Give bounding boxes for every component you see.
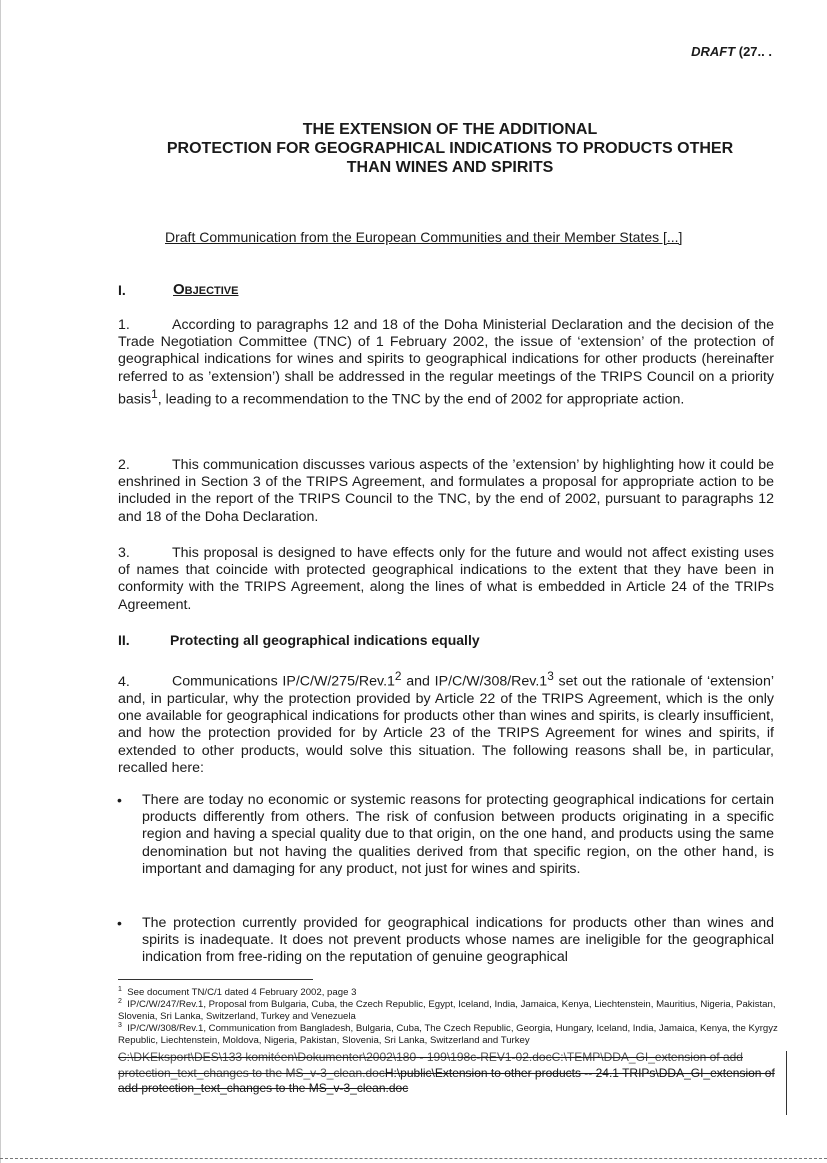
page-bottom-rule [0,1158,827,1159]
bullet-marker-1: • [117,792,122,808]
paragraph-1-text-b: , leading to a recommendation to the TNC by the end of 2002 for appropriate action. [157,391,685,408]
bullet-item-1: There are today no economic or systemic reasons for protecting geographical indications for certain products differently from others. The risk of confusion between products originating in a specific region and having a special quality due to that origin, on the one hand, and products using the same denomination but not having the qualities derived from that specific region, on the other hand, is important and damaging for any product, not just for wines and spirits. [142,792,774,877]
title-line-1: THE EXTENSION OF THE ADDITIONAL [302,121,598,138]
title-line-3: THAN WINES AND SPIRITS [346,159,554,176]
footnote-3 [118,1020,778,1046]
revision-bar [786,1051,787,1115]
paragraph-4 [118,668,774,777]
section-1-title: Objective [173,281,239,298]
draft-label: DRAFT [691,44,736,59]
paragraph-2-number: 2. [118,457,130,473]
document-title [100,120,800,177]
section-2-heading [118,632,480,650]
page-left-edge [0,0,1,1163]
bullet-marker-2: • [117,915,122,931]
footnote-2-number: 2 [118,998,122,1005]
bullet-item-2: The protection currently provided for geographical indications for products other than wines and spirits is inadequate. It does not prevent products whose names are ineligible for the geographical indication from free-riding on the reputation of genuine geographical [142,915,774,966]
paragraph-1-number: 1. [118,317,130,333]
paragraph-1 [118,317,774,409]
section-1-number: I. [118,282,126,298]
paragraph-1-text-a: According to paragraphs 12 and 18 of the Doha Ministerial Declaration and the decision of the Trade Negotiation Committee (TNC) of 1 February 2002, the issue of ‘extension’ of the protection of geographical indications for wines and spirits to geographical indications for other products (hereinafter referred to as ’extension’) shall be addressed in the regular meetings of the TRIPS Council on a priority basis [118,317,774,408]
paragraph-4-text-c: set out the rationale of ‘extension’ and, in particular, why the protection provided by Article 22 of the TRIPS Agreement, which is the only one available for geographical indications for products other than wines and spirits, is clearly insufficient, and how the protection provided for by Article 23 of the TRIPS Agreement for wines and spirits, if extended to other products, would solve this situation. The following reasons shall be, in particular, recalled here: [118,673,774,776]
footnote-3-number: 3 [118,1022,122,1029]
footnote-separator [118,979,313,980]
footnote-3-text: IP/C/W/308/Rev.1, Communication from Bangladesh, Bulgaria, Cuba, The Czech Republic, Georgia, Hungary, Iceland, India, Jamaica, Kenya, the Kyrgyz Republic, Liechtenstein, Moldova, Nigeria, Pakistan, Slovenia, Sri Lanka, Switzerland and Turkey [118,1023,778,1046]
footnote-2-text: IP/C/W/247/Rev.1, Proposal from Bulgaria, Cuba, the Czech Republic, Egypt, Iceland, India, Jamaica, Kenya, Liechtenstein, Mauritius, Nigeria, Pakistan, Slovenia, Sri Lanka, Switzerland, Turkey and Venezuela [118,999,776,1022]
paragraph-2 [118,457,774,526]
footnote-ref-3: 3 [547,669,554,683]
paragraph-4-number: 4. [118,673,130,690]
draft-header [691,44,772,59]
paragraph-3-number: 3. [118,545,130,561]
footnote-ref-1: 1 [151,386,158,401]
section-1-heading [118,281,239,300]
paragraph-4-text-a: Communications IP/C/W/275/Rev.1 [172,673,395,690]
file-path-footer [118,1050,786,1097]
section-2-title: Protecting all geographical indications equally [170,632,480,648]
document-subtitle: Draft Communication from the European Communities and their Member States [...] [165,229,683,245]
file-path-current: H:\public\Extension to other products -- 24.1 TRIPs\DDA_GI_extension of add protection_text_changes to the MS_v-3_clean.doc [118,1065,775,1095]
paragraph-3 [118,545,774,614]
file-path-old: C:\DKEksport\DES\133 komitéen\Dokumenter\2002\180 - 199\198c-REV1-02.docC:\TEMP\DDA_GI_extension of add protection_text_changes to the MS_v-3_clean.doc [118,1050,743,1080]
draft-date: (27.. . [738,44,772,59]
title-line-2: PROTECTION FOR GEOGRAPHICAL INDICATIONS TO PRODUCTS OTHER [166,140,734,157]
paragraph-2-text: This communication discusses various aspects of the ’extension’ by highlighting how it could be enshrined in Section 3 of the TRIPS Agreement, and formulates a proposal for appropriate action to be included in the report of the TRIPS Council to the TNC, by the end of 2002, pursuant to paragraphs 12 and 18 of the Doha Declaration. [118,457,774,525]
footnote-1-text: See document TN/C/1 dated 4 February 2002, page 3 [127,987,357,999]
paragraph-3-text: This proposal is designed to have effects only for the future and would not affect existing uses of names that coincide with protected geographical indications to the extent that they have been in conformity with the TRIPS Agreement, along the lines of what is embedded in Article 24 of the TRIPs Agreement. [118,545,774,613]
section-2-number: II. [118,632,130,648]
paragraph-4-text-b: and IP/C/W/308/Rev.1 [401,673,548,690]
footnote-1-number: 1 [118,986,122,993]
footnote-ref-2: 2 [394,669,402,683]
footnote-2 [118,996,778,1022]
